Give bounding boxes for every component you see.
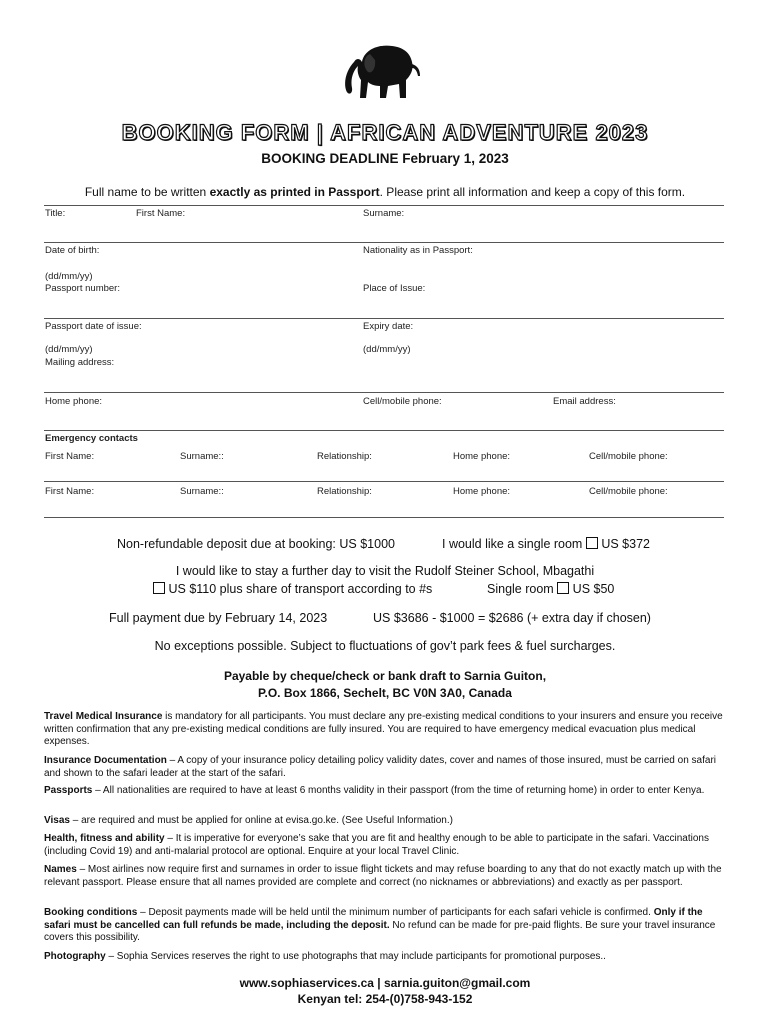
term-insurance-documentation: Insurance Documentation – A copy of your insurance policy detailing policy validity dates, cover and names of those insured, must be carried on safari and shown to the safari leader at the start of the safari. bbox=[44, 755, 716, 779]
divider bbox=[44, 392, 724, 393]
term-travel-insurance: Travel Medical Insurance is mandatory for all participants. You must declare any pre-existing medical conditions to your insurers and ensure you receive written confirmation that any pre-existing medical conditions are fully insured. You are required to have emergency medical evacuation plus medical expenses. bbox=[44, 711, 723, 747]
place-of-issue-field-label: Place of Issue: bbox=[363, 283, 426, 294]
booking-deadline: BOOKING DEADLINE February 1, 2023 bbox=[261, 151, 509, 166]
term-passports: Passports – All nationalities are required to have at least 6 months validity in their passport (from the time of returning home) in order to enter Kenya. bbox=[44, 785, 705, 796]
divider bbox=[44, 242, 724, 243]
single-room-checkbox[interactable] bbox=[586, 537, 598, 549]
divider bbox=[44, 430, 724, 431]
divider bbox=[44, 205, 724, 206]
extra-single-checkbox[interactable] bbox=[557, 582, 569, 594]
emergency-first-name-label: First Name: bbox=[45, 451, 95, 462]
emergency-relationship-label: Relationship: bbox=[317, 486, 372, 497]
elephant-icon bbox=[340, 40, 430, 106]
nationality-field-label: Nationality as in Passport: bbox=[363, 245, 473, 256]
footer-kenyan-tel: Kenyan tel: 254-(0)758-943-152 bbox=[297, 992, 473, 1006]
term-photography: Photography – Sophia Services reserves the right to use photographs that may include participants for promotional purposes.. bbox=[44, 951, 606, 962]
emergency-surname-label: Surname:: bbox=[180, 486, 224, 497]
full-payment-text: Full payment due by February 14, 2023 bbox=[109, 611, 328, 625]
emergency-first-name-label: First Name: bbox=[45, 486, 95, 497]
cell-phone-field-label: Cell/mobile phone: bbox=[363, 396, 442, 407]
extra-single-label: Single room bbox=[487, 582, 554, 596]
payable-line-2: P.O. Box 1866, Sechelt, BC V0N 3A0, Canada bbox=[258, 686, 512, 700]
intro-text: Full name to be written exactly as printed in Passport. Please print all information and keep a copy of this form. bbox=[84, 185, 686, 199]
emergency-cell-phone-label: Cell/mobile phone: bbox=[589, 486, 668, 497]
footer-contact-web-email: www.sophiaservices.ca | sarnia.guiton@gmail.com bbox=[239, 976, 531, 990]
extra-day-text: I would like to stay a further day to visit the Rudolf Steiner School, Mbagathi bbox=[175, 564, 595, 578]
extra-day-checkbox[interactable] bbox=[153, 582, 165, 594]
deposit-text: Non-refundable deposit due at booking: US $1000 bbox=[117, 537, 395, 551]
passport-number-field-label: Passport number: bbox=[45, 283, 120, 294]
emergency-surname-label: Surname:: bbox=[180, 451, 224, 462]
emergency-home-phone-label: Home phone: bbox=[453, 451, 511, 462]
passport-date-format-hint: (dd/mm/yy) bbox=[45, 344, 93, 355]
mailing-address-field-label: Mailing address: bbox=[45, 357, 115, 368]
term-booking-conditions: Booking conditions – Deposit payments made will be held until the minimum number of participants for each safari vehicle is confirmed. Only if the safari must be cancelled can full refunds be made, including the deposit. No refund can be made for pre-paid flights. Be sure your travel insurance covers this possibility. bbox=[44, 907, 716, 943]
full-payment-calc: US $3686 - $1000 = $2686 (+ extra day if chosen) bbox=[373, 611, 651, 625]
dob-field-label: Date of birth: bbox=[45, 245, 100, 256]
term-names: Names – Most airlines now require first and surnames in order to issue flight tickets and may refuse boarding to any that do not exactly match up with the relevant passport. Please ensure that all names provided are complete and correct (no nicknames or abbreviations) and exactly as per passport. bbox=[44, 864, 722, 888]
single-room-label: I would like a single room bbox=[442, 537, 583, 551]
term-health-fitness: Health, fitness and ability – It is imperative for everyone’s sake that you are fit and healthy enough to be able to participate in the safari. Vaccinations (including Covid 19) and anti-malarial protocol are optional. Enquire at your local Travel Clinic. bbox=[44, 833, 709, 857]
payable-line-1: Payable by cheque/check or bank draft to Sarnia Guiton, bbox=[223, 669, 547, 683]
divider bbox=[44, 318, 724, 319]
single-room-price: US $372 bbox=[601, 537, 650, 551]
first-name-field-label: First Name: bbox=[136, 208, 186, 219]
form-title: BOOKING FORM | AFRICAN ADVENTURE 2023 bbox=[121, 120, 649, 145]
divider bbox=[44, 481, 724, 482]
single-room-option bbox=[442, 537, 650, 551]
expiry-field-label: Expiry date: bbox=[363, 321, 414, 332]
extra-day-option bbox=[153, 582, 432, 596]
emergency-home-phone-label: Home phone: bbox=[453, 486, 511, 497]
divider bbox=[44, 517, 724, 518]
title-field-label: Title: bbox=[45, 208, 66, 219]
emergency-relationship-label: Relationship: bbox=[317, 451, 372, 462]
term-visas: Visas – are required and must be applied for online at evisa.go.ke. (See Useful Information.) bbox=[44, 815, 453, 826]
emergency-cell-phone-label: Cell/mobile phone: bbox=[589, 451, 668, 462]
emergency-contacts-heading: Emergency contacts bbox=[45, 433, 138, 444]
email-field-label: Email address: bbox=[553, 396, 616, 407]
passport-date-field-label: Passport date of issue: bbox=[45, 321, 142, 332]
extra-single-price: US $50 bbox=[572, 582, 615, 596]
exceptions-text: No exceptions possible. Subject to fluctuations of gov’t park fees & fuel surcharges. bbox=[154, 639, 616, 653]
surname-field-label: Surname: bbox=[363, 208, 405, 219]
extra-day-price: US $110 plus share of transport according to #s bbox=[168, 582, 433, 596]
home-phone-field-label: Home phone: bbox=[45, 396, 103, 407]
extra-single-option bbox=[487, 582, 614, 596]
expiry-format-hint: (dd/mm/yy) bbox=[363, 344, 411, 355]
dob-format-hint: (dd/mm/yy) bbox=[45, 271, 93, 282]
